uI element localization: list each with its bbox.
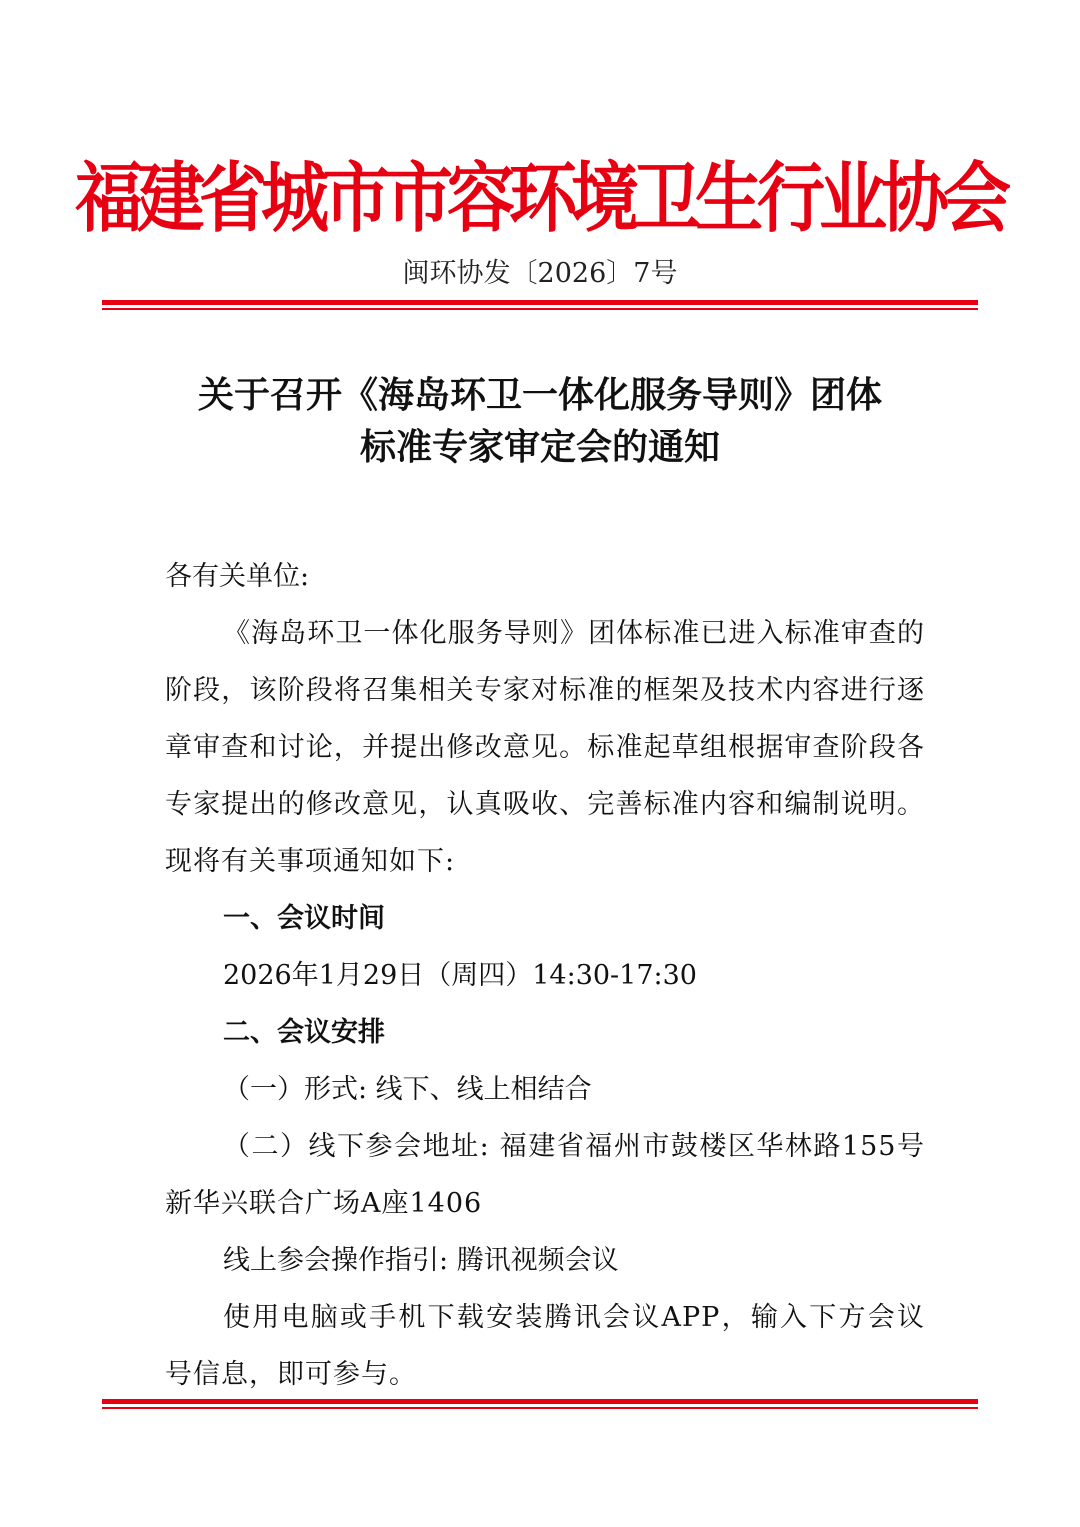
notice-title-line-1: 关于召开《海岛环卫一体化服务导则》团体 xyxy=(197,375,882,416)
meeting-address: （二）线下参会地址: 福建省福州市鼓楼区华林路155号新华兴联合广场A座1406 xyxy=(165,1131,925,1219)
section-1-heading: 一、会议时间 xyxy=(223,903,385,934)
organization-title: 福建省城市市容环境卫生行业协会 xyxy=(74,155,1005,244)
notice-title-line-2: 标准专家审定会的通知 xyxy=(359,427,720,468)
document-number: 闽环协发〔2026〕7号 xyxy=(402,258,678,289)
online-guide: 线上参会操作指引: 腾讯视频会议 xyxy=(223,1245,619,1276)
header-divider xyxy=(102,300,978,310)
meeting-format: （一）形式: 线下、线上相结合 xyxy=(223,1074,592,1105)
notice-body xyxy=(165,548,925,1403)
online-instructions: 使用电脑或手机下载安装腾讯会议APP，输入下方会议号信息，即可参与。 xyxy=(165,1302,925,1390)
intro-paragraph: 《海岛环卫一体化服务导则》团体标准已进入标准审查的阶段，该阶段将召集相关专家对标准的框架及技术内容进行逐章审查和讨论，并提出修改意见。标准起草组根据审查阶段各专家提出的修改意见，认真吸收、完善标准内容和编制说明。现将有关事项通知如下: xyxy=(165,618,925,877)
footer-divider xyxy=(102,1399,978,1409)
salutation: 各有关单位: xyxy=(165,561,310,592)
notice-title xyxy=(100,370,980,474)
meeting-time: 2026年1月29日（周四）14:30-17:30 xyxy=(223,960,697,991)
section-2-heading: 二、会议安排 xyxy=(223,1017,385,1048)
